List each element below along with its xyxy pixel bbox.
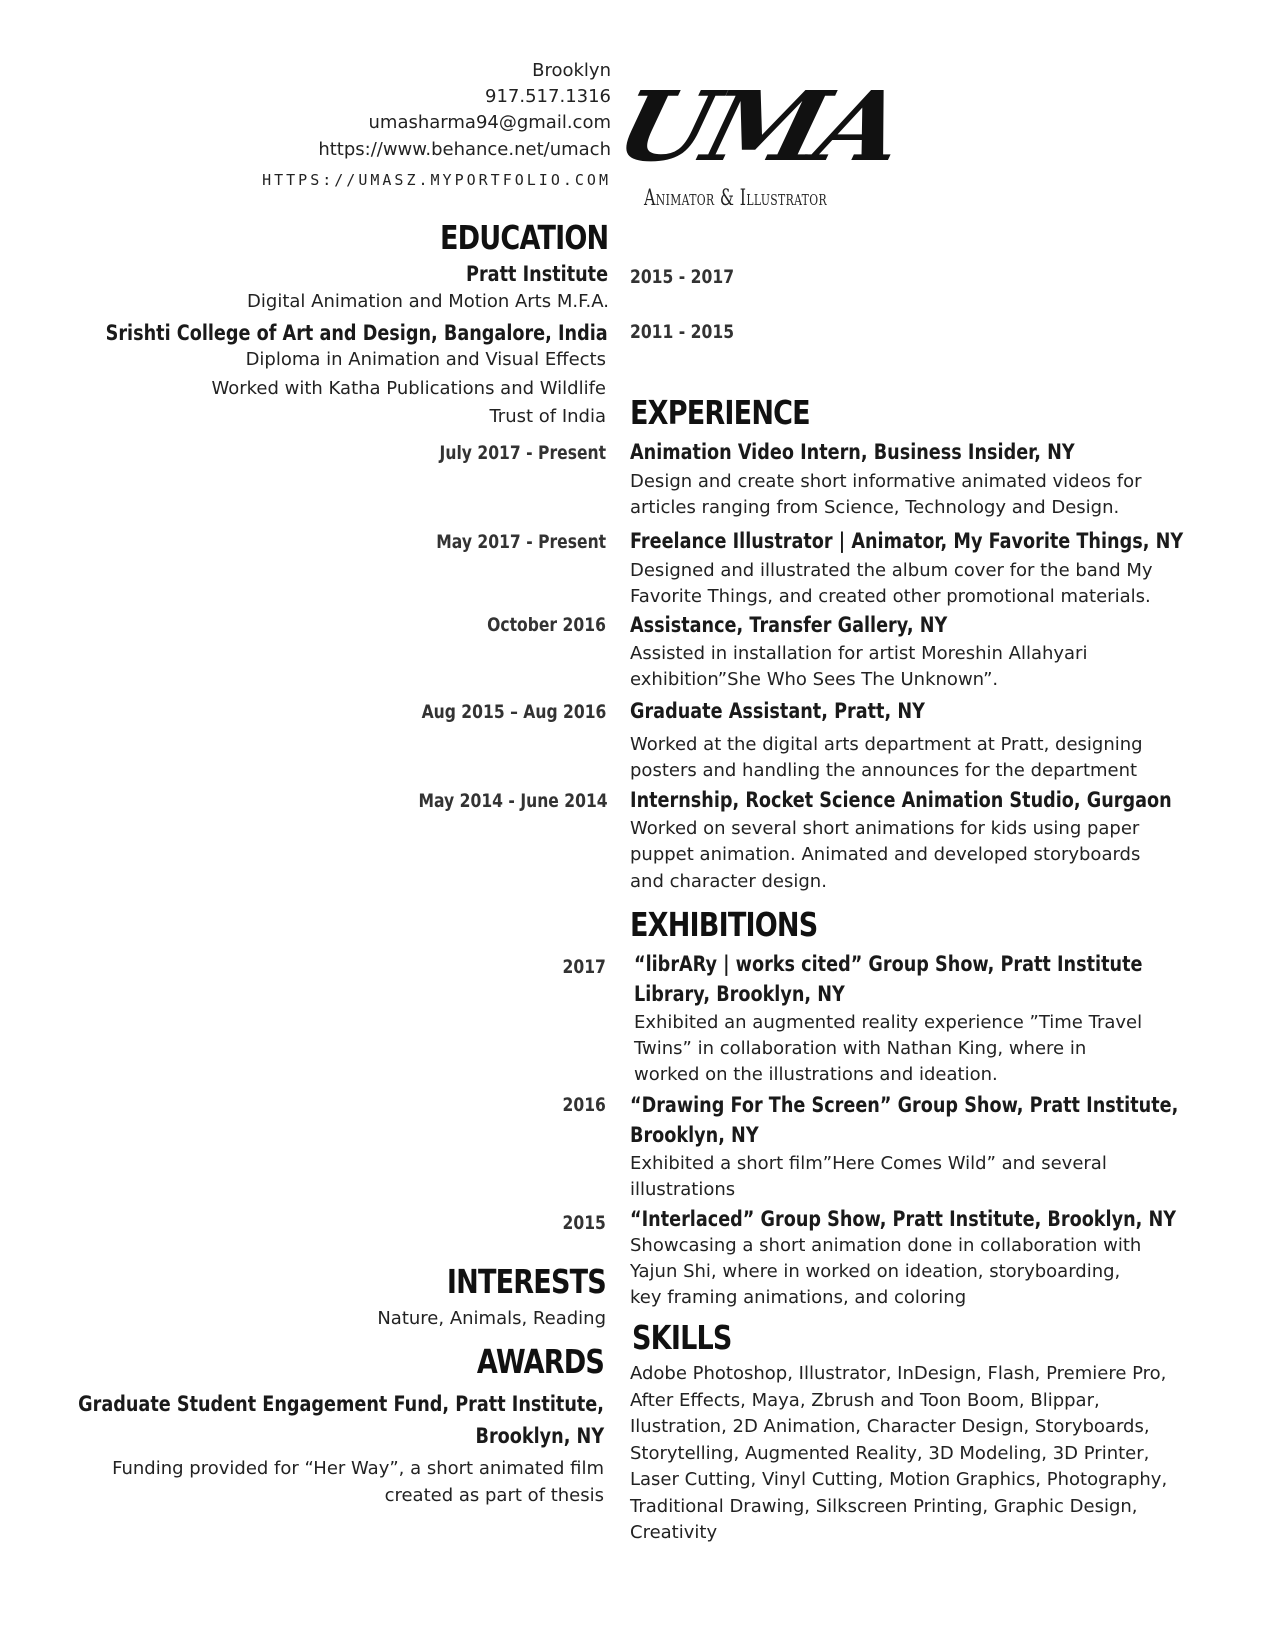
- experience-heading: EXPERIENCE: [630, 393, 810, 432]
- exhibition-desc: Exhibited a short film”Here Comes Wild” and several: [630, 1153, 1107, 1174]
- experience-date: Aug 2015 – Aug 2016: [421, 701, 606, 723]
- exhibition-desc: Yajun Shi, where in worked on ideation, storyboarding,: [630, 1261, 1121, 1282]
- education-note: Trust of India: [489, 406, 606, 427]
- exhibition-desc: Twins” in collaboration with Nathan King, where in: [634, 1038, 1087, 1059]
- experience-date: May 2017 - Present: [436, 531, 606, 553]
- award-title: Graduate Student Engagement Fund, Pratt Institute,: [78, 1392, 604, 1416]
- experience-date: May 2014 - June 2014: [418, 790, 608, 812]
- experience-desc: Worked on several short animations for kids using paper: [630, 818, 1140, 839]
- education-years: 2011 - 2015: [630, 321, 735, 343]
- awards-heading: AWARDS: [476, 1342, 604, 1381]
- exhibition-title: Brooklyn, NY: [630, 1123, 759, 1147]
- experience-desc: and character design.: [630, 871, 827, 892]
- skills-line: Ilustration, 2D Animation, Character Design, Storyboards,: [630, 1416, 1150, 1437]
- interests-text: Nature, Animals, Reading: [377, 1308, 606, 1329]
- experience-title: Freelance Illustrator | Animator, My Favorite Things, NY: [630, 529, 1184, 553]
- exhibition-title: “Interlaced” Group Show, Pratt Institute, Brooklyn, NY: [630, 1207, 1177, 1231]
- experience-desc: Assisted in installation for artist Moreshin Allahyari: [630, 643, 1088, 664]
- education-school: Pratt Institute: [465, 262, 608, 286]
- experience-date: July 2017 - Present: [439, 442, 606, 464]
- education-degree: Digital Animation and Motion Arts M.F.A.: [247, 291, 609, 312]
- exhibition-desc: Showcasing a short animation done in collaboration with: [630, 1235, 1142, 1256]
- brand-logo: UMA: [605, 70, 911, 183]
- contact-email[interactable]: umasharma94@gmail.com: [368, 112, 611, 133]
- exhibition-title: Library, Brooklyn, NY: [634, 982, 845, 1006]
- contact-behance-link[interactable]: https://www.behance.net/umach: [318, 139, 611, 160]
- exhibition-title: “librARy | works cited” Group Show, Pratt Institute: [634, 952, 1143, 976]
- experience-title: Animation Video Intern, Business Insider, NY: [630, 440, 1075, 464]
- experience-desc: exhibition”She Who Sees The Unknown”.: [630, 669, 999, 690]
- experience-desc: Designed and illustrated the album cover for the band My: [630, 560, 1153, 581]
- experience-title: Internship, Rocket Science Animation Studio, Gurgaon: [630, 788, 1172, 812]
- experience-desc: Favorite Things, and created other promotional materials.: [630, 586, 1151, 607]
- education-years: 2015 - 2017: [630, 266, 735, 288]
- experience-desc: posters and handling the announces for the department: [630, 760, 1138, 781]
- experience-date: October 2016: [487, 614, 606, 636]
- exhibition-year: 2015: [562, 1212, 606, 1234]
- contact-portfolio-link[interactable]: HTTPS://UMASZ.MYPORTFOLIO.COM: [262, 171, 611, 189]
- exhibition-desc: worked on the illustrations and ideation.: [634, 1064, 998, 1085]
- skills-line: Laser Cutting, Vinyl Cutting, Motion Graphics, Photography,: [630, 1469, 1168, 1490]
- skills-line: Creativity: [630, 1522, 718, 1543]
- exhibition-year: 2017: [562, 956, 606, 978]
- brand-subtitle: Animator & Illustrator: [644, 186, 827, 211]
- skills-line: Traditional Drawing, Silkscreen Printing, Graphic Design,: [630, 1496, 1138, 1517]
- award-title: Brooklyn, NY: [475, 1424, 604, 1448]
- experience-desc: puppet animation. Animated and developed storyboards: [630, 844, 1141, 865]
- contact-phone: 917.517.1316: [485, 86, 611, 107]
- experience-desc: Design and create short informative animated videos for: [630, 471, 1142, 492]
- education-school: Srishti College of Art and Design, Bangalore, India: [105, 321, 608, 345]
- exhibition-desc: illustrations: [630, 1179, 736, 1200]
- exhibition-year: 2016: [562, 1094, 606, 1116]
- experience-title: Graduate Assistant, Pratt, NY: [630, 699, 925, 723]
- exhibitions-heading: EXHIBITIONS: [630, 905, 818, 944]
- exhibition-title: “Drawing For The Screen” Group Show, Pratt Institute,: [630, 1093, 1179, 1117]
- skills-line: Adobe Photoshop, Illustrator, InDesign, Flash, Premiere Pro,: [630, 1363, 1167, 1384]
- exhibition-desc: key framing animations, and coloring: [630, 1287, 967, 1308]
- experience-title: Assistance, Transfer Gallery, NY: [630, 613, 948, 637]
- education-heading: EDUCATION: [439, 218, 608, 257]
- skills-line: Storytelling, Augmented Reality, 3D Modeling, 3D Printer,: [630, 1443, 1150, 1464]
- skills-line: After Effects, Maya, Zbrush and Toon Boom, Blippar,: [630, 1390, 1100, 1411]
- exhibition-desc: Exhibited an augmented reality experience ”Time Travel: [634, 1012, 1143, 1033]
- contact-location: Brooklyn: [532, 60, 611, 81]
- experience-desc: Worked at the digital arts department at Pratt, designing: [630, 734, 1143, 755]
- experience-desc: articles ranging from Science, Technology and Design.: [630, 497, 1120, 518]
- award-desc: created as part of thesis: [384, 1485, 604, 1506]
- award-desc: Funding provided for “Her Way”, a short animated film: [112, 1458, 604, 1479]
- interests-heading: INTERESTS: [446, 1262, 606, 1301]
- skills-heading: SKILLS: [632, 1318, 732, 1357]
- education-note: Worked with Katha Publications and Wildlife: [211, 378, 606, 399]
- education-degree: Diploma in Animation and Visual Effects: [245, 349, 606, 370]
